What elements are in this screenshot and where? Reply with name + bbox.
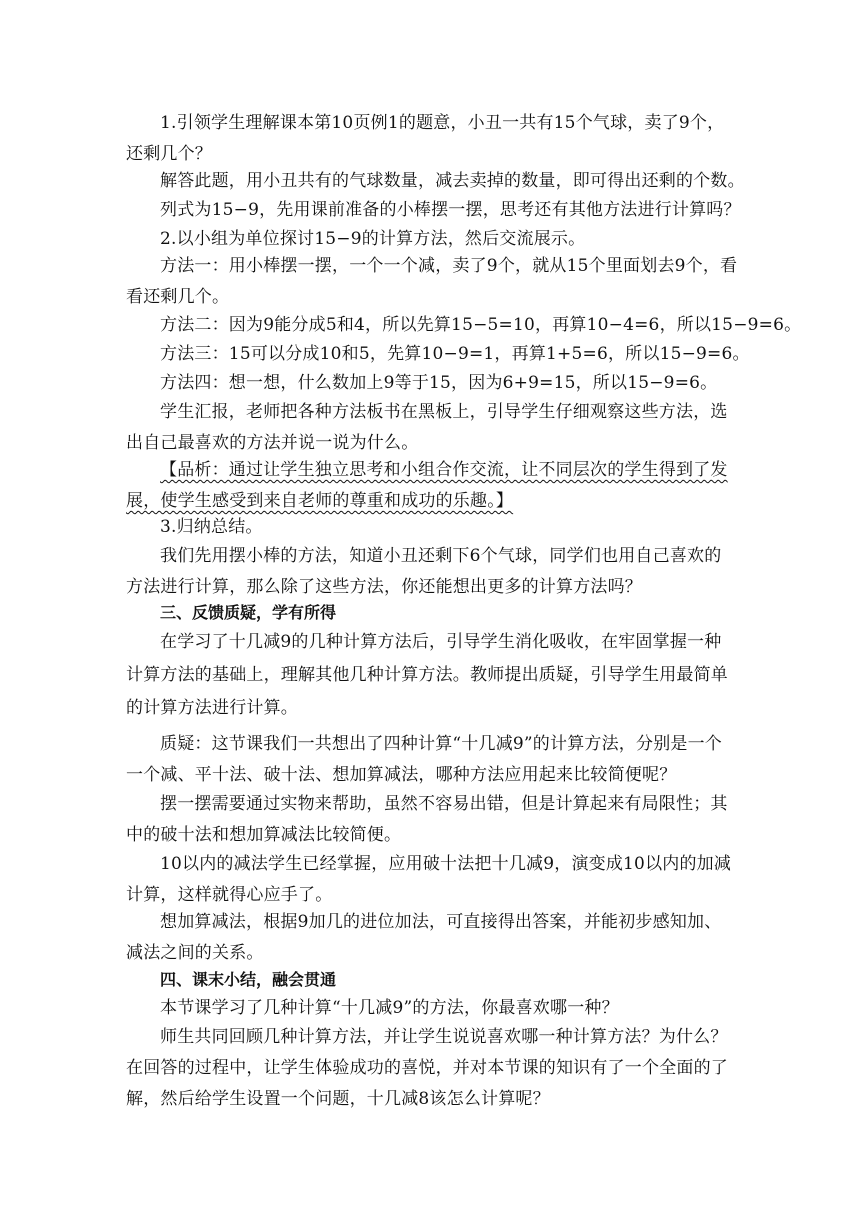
paragraph-review: 师生共同回顾几种计算方法，并让学生说说喜欢哪一种计算方法？为什么？在回答的过程中，让学生体验成功的喜悦，并对本节课的知识有了一个全面的了解，然后给学生设置一个问题，十几减8该怎么计算呢？ — [126, 1027, 728, 1109]
paragraph-break-ten: 10以内的减法学生已经掌握，应用破十法把十几减9，演变成10以内的加减计算，这样就得心应手了。 — [126, 854, 732, 905]
paragraph-manipulatives: 摆一摆需要通过实物来帮助，虽然不容易出错，但是计算起来有局限性；其中的破十法和想加算减法比较简便。 — [126, 794, 728, 845]
paragraph-student-report: 学生汇报，老师把各种方法板书在黑板上，引导学生仔细观察这些方法，选出自己最喜欢的方法并说一说为什么。 — [126, 402, 728, 453]
section-heading-feedback: 三、反馈质疑，学有所得 — [160, 603, 337, 622]
paragraph-question: 质疑：这节课我们一共想出了四种计算“十几减9”的计算方法，分别是一个一个减、平十法、破十法、想加算减法，哪种方法应用起来比较简便呢？ — [126, 734, 722, 785]
paragraph-method-four: 方法四：想一想，什么数加上9等于15，因为6+9=15，所以15−9=6。 — [160, 373, 718, 393]
paragraph-add-to-subtract: 想加算减法，根据9加几的进位加法，可直接得出答案，并能初步感知加、减法之间的关系。 — [126, 912, 722, 963]
paragraph-method-two: 方法二：因为9能分成5和4，所以先算15−5=10，再算10−4=6，所以15−9=6。 — [160, 315, 802, 335]
paragraph-method-one: 方法一：用小棒摆一摆，一个一个减，卖了9个，就从15个里面划去9个，看看还剩几个。 — [126, 256, 738, 307]
paragraph-summary: 我们先用摆小棒的方法，知道小丑还剩下6个气球，同学们也用自己喜欢的方法进行计算，那么除了这些方法，你还能想出更多的计算方法吗？ — [126, 546, 722, 597]
paragraph-summary-heading: 3.归纳总结。 — [160, 517, 263, 537]
paragraph-lesson-question: 本节课学习了几种计算“十几减9”的方法，你最喜欢哪一种？ — [160, 998, 619, 1018]
section-heading-summary: 四、课末小结，融会贯通 — [160, 970, 337, 989]
paragraph-equation: 列式为15−9，先用课前准备的小棒摆一摆，思考还有其他方法进行计算吗？ — [160, 200, 741, 220]
paragraph-feedback: 在学习了十几减9的几种计算方法后，引导学生消化吸收，在牢固掌握一种计算方法的基础上，理解其他几种计算方法。教师提出质疑，引导学生用最简单的计算方法进行计算。 — [126, 632, 728, 718]
paragraph-solution-idea: 解答此题，用小丑共有的气球数量，减去卖掉的数量，即可得出还剩的个数。 — [160, 171, 745, 191]
paragraph-group-discussion: 2.以小组为单位探讨15−9的计算方法，然后交流展示。 — [160, 229, 586, 249]
paragraph-method-three: 方法三：15可以分成10和5，先算10−9=1，再算1+5=6，所以15−9=6。 — [160, 344, 750, 364]
paragraph-example-intro: 1.引领学生理解课本第10页例1的题意，小丑一共有15个气球，卖了9个，还剩几个？ — [126, 113, 725, 164]
analysis-note: 【品析：通过让学生独立思考和小组合作交流，让不同层次的学生得到了发展，使学生感受到来自老师的尊重和成功的乐趣。】 — [126, 460, 728, 511]
